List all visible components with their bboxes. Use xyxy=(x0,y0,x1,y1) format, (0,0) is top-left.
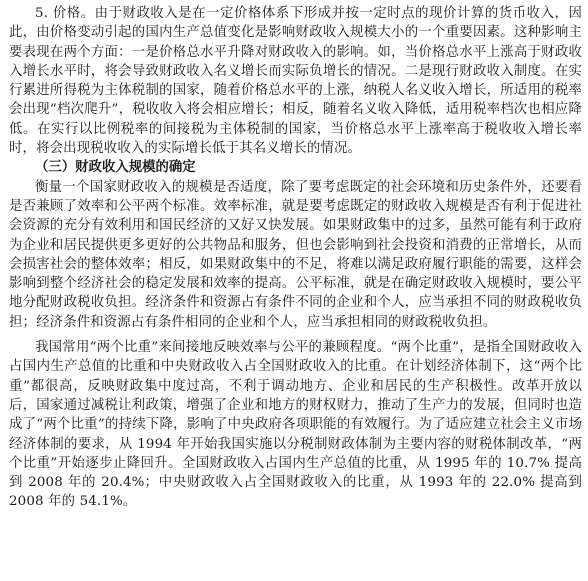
paragraph-scale-standards: 衡量一个国家财政收入的规模是否适度，除了要考虑既定的社会环境和历史条件外，还要看是否兼顾了效率和公平两个标准。效率标准，就是要考虑既定的财政收入规模是否有利于促进社会资源的充分有效利用和国民经济的又好又快发展。如果财政集中的过多，虽然可能有利于政府为企业和居民提供更多更好的公共物品和服务，但也会影响到社会投资和消费的正常增长，从而会损害社会的整体效率；相反，如果财政集中的不足，将难以满足政府履行职能的需要，这样会影响到整个经济社会的稳定发展和效率的提高。公平标准，就是在确定财政收入规模时，要公平地分配财政税收负担。经济条件和资源占有条件不同的企业和个人，应当承担不同的财政税收负担；经济条件和资源占有条件相同的企业和个人，应当承担相同的财政税收负担。 xyxy=(9,179,582,330)
section-heading: （三）财政收入规模的确定 xyxy=(35,160,196,176)
paragraph-two-ratios: 我国常用“两个比重”来间接地反映效率与公平的兼顾程度。“两个比重”，是指全国财政收入占国内生产总值的比重和中央财政收入占全国财政收入的比重。在计划经济体制下，这“两个比重”都很高，反映财政集中度过高，不利于调动地方、企业和居民的生产积极性。改革开放以后，国家通过减税让利政策，增强了企业和地方的财权财力，推动了生产力的发展，但同时也造成了“两个比重”的持续下降，影响了中央政府各项职能的有效履行。为了适应建立社会主义市场经济体制的要求，从 1994 年开始我国实施以分税制财政体制为主要内容的财税体制改革，“两个比重”开始逐步止降回升。全国财政收入占国内生产总值的比重，从 1995 年的 10.7% 提高到 2008 年的 20.4%；中央财政收入占全国财政收入的比重，从 1993 年的 22.0% 提高到 2008 年的 54.1%。 xyxy=(9,340,582,510)
paragraph-price-factor: 5. 价格。由于财政收入是在一定价格体系下形成并按一定时点的现价计算的货币收入，因此，由价格变动引起的国内生产总值变化是影响财政收入规模大小的一个重要因素。这种影响主要表现在两个方面：一是价格总水平升降对财政收入的影响。如，当价格总水平上涨高于财政收入增长水平时，将会导致财政收入名义增长而实际负增长的情况。二是现行财政收入制度。在实行累进所得税为主体税制的国家，随着价格总水平的上涨，纳税人名义收入增长，所适用的税率会出现“档次爬升”，税收收入将会相应增长；相反，随着名义收入降低，适用税率档次也相应降低。在实行以比例税率的间接税为主体税制的国家，当价格总水平上涨率高于税收收入增长率时，将会出现税收收入的实际增长低于其名义增长的情况。 xyxy=(9,6,582,157)
